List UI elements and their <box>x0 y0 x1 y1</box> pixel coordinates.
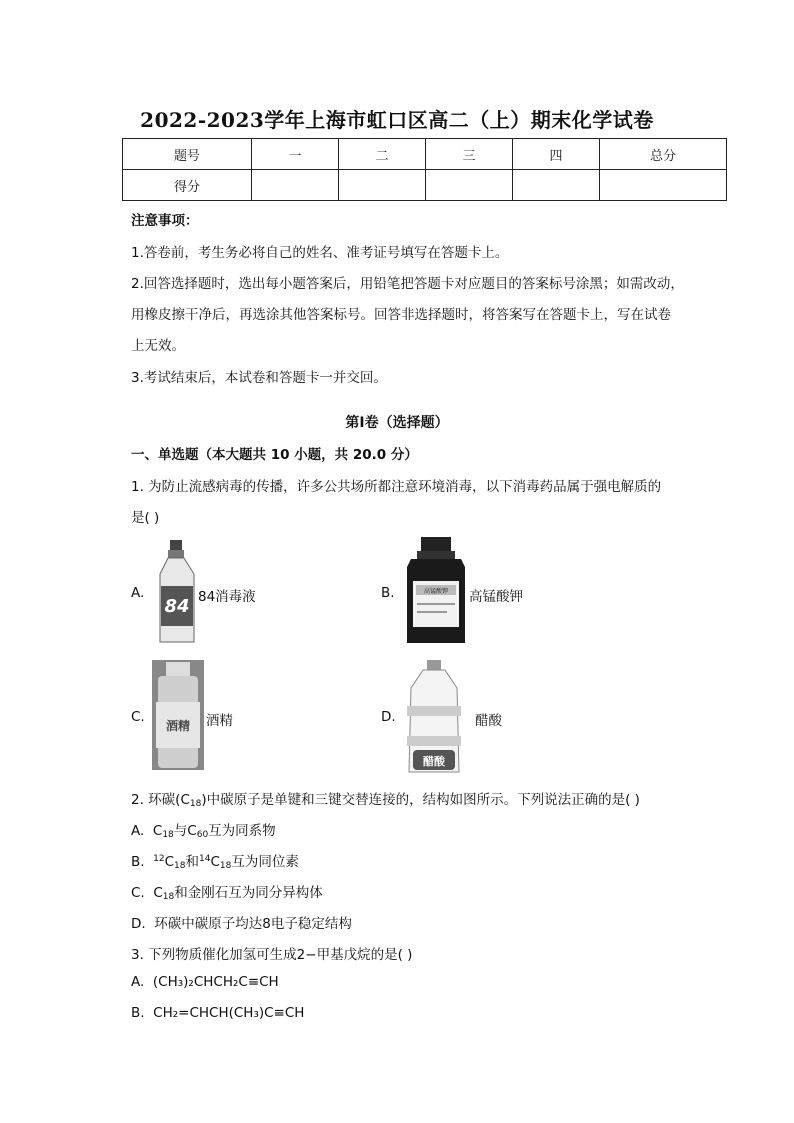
score-cell[interactable] <box>513 170 600 201</box>
score-cell[interactable] <box>426 170 513 201</box>
option-letter: D. <box>131 916 146 932</box>
alcohol-bottle-icon <box>152 660 204 770</box>
page-title: 2022-2023学年上海市虹口区高二（上）期末化学试卷 <box>140 108 654 132</box>
option-letter: A. <box>131 974 145 990</box>
table-cell: 总分 <box>600 139 727 170</box>
table-cell: 一 <box>252 139 339 170</box>
question-stem: 1. 为防止流感病毒的传播，许多公共场所都注意环境消毒，以下消毒药品属于强电解质的 <box>131 479 662 495</box>
option-a <box>131 819 276 840</box>
section-title: 第I卷（选择题） <box>345 415 449 431</box>
reagent-bottle-icon <box>405 537 467 645</box>
option-letter: B. <box>381 585 395 601</box>
bleach-bottle-icon <box>152 540 202 645</box>
score-cell[interactable] <box>339 170 426 201</box>
subscript: 18 <box>189 799 202 809</box>
option-letter: A. <box>131 823 145 839</box>
option-letter: C. <box>131 885 145 901</box>
part-heading: 一、单选题（本大题共 10 小题，共 20.0 分） <box>131 447 418 463</box>
option-b <box>131 1005 304 1021</box>
svg-text:84: 84 <box>164 596 190 617</box>
option-text: 环碳中碳原子均达8电子稳定结构 <box>154 916 352 932</box>
option-text: 高锰酸钾 <box>469 589 523 605</box>
table-row <box>123 139 727 170</box>
notice-item: 2.回答选择题时，选出每小题答案后，用铅笔把答题卡对应题目的答案标号涂黑；如需改动， <box>131 276 684 292</box>
option-c <box>131 881 323 902</box>
question-stem <box>131 788 640 809</box>
text-run: C <box>164 854 175 870</box>
table-cell: 二 <box>339 139 426 170</box>
subscript: 18 <box>162 830 174 840</box>
option-text: 酒精 <box>206 713 233 729</box>
option-text: 84消毒液 <box>198 589 256 605</box>
subscript: 18 <box>162 892 175 902</box>
option-b <box>131 850 299 871</box>
option-a <box>131 974 279 990</box>
score-cell[interactable] <box>600 170 727 201</box>
text-run: 和 <box>185 854 199 870</box>
text-run: C <box>210 854 220 870</box>
svg-text:醋酸: 醋酸 <box>423 755 445 768</box>
superscript: 14 <box>199 854 211 864</box>
option-letter: A. <box>131 585 145 601</box>
notice-item: 3.考试结束后，本试卷和答题卡一并交回。 <box>131 370 387 386</box>
text-run: 互为同位素 <box>231 854 299 870</box>
notice-item: 1.答卷前，考生务必将自己的姓名、准考证号填写在答题卡上。 <box>131 245 509 261</box>
subscript: 18 <box>174 861 186 871</box>
acid-jug-icon <box>403 660 465 778</box>
option-text: 醋酸 <box>475 713 502 729</box>
superscript: 12 <box>153 854 165 864</box>
svg-text:酒精: 酒精 <box>165 719 191 733</box>
option-letter: D. <box>381 709 396 725</box>
option-text: (CH₃)₂CHCH₂C≡CH <box>152 974 279 990</box>
question-stem: 是( ) <box>131 510 160 526</box>
text-run: )中碳原子是单键和三键交替连接的，结构如图所示。下列说法正确的是( ) <box>201 792 640 808</box>
subscript: 60 <box>196 830 209 840</box>
notice-item: 用橡皮擦干净后，再选涂其他答案标号。回答非选择题时，将答案写在答题卡上，写在试卷 <box>131 307 671 323</box>
text-run: 2. 环碳(C <box>131 792 190 808</box>
subscript: 18 <box>219 861 232 871</box>
option-text: CH₂=CHCH(CH₃)C≡CH <box>153 1005 305 1021</box>
text-run: C <box>153 885 163 901</box>
table-cell: 得分 <box>123 170 252 201</box>
notice-item: 上无效。 <box>131 338 185 354</box>
text-run: C <box>152 823 163 839</box>
question-stem: 3. 下列物质催化加氢可生成2−甲基戊烷的是( ) <box>131 947 413 963</box>
table-cell: 三 <box>426 139 513 170</box>
score-cell[interactable] <box>252 170 339 201</box>
text-run: 互为同系物 <box>208 823 276 839</box>
option-letter: B. <box>131 854 145 870</box>
table-row <box>123 170 727 201</box>
table-cell: 四 <box>513 139 600 170</box>
text-run: 和金刚石互为同分异构体 <box>174 885 323 901</box>
option-letter: B. <box>131 1005 145 1021</box>
option-d <box>131 912 352 932</box>
option-letter: C. <box>131 709 145 725</box>
score-table <box>122 138 727 201</box>
table-cell: 题号 <box>123 139 252 170</box>
text-run: 与C <box>173 823 197 839</box>
svg-text:高锰酸钾: 高锰酸钾 <box>423 588 449 595</box>
notice-heading: 注意事项： <box>131 213 199 229</box>
